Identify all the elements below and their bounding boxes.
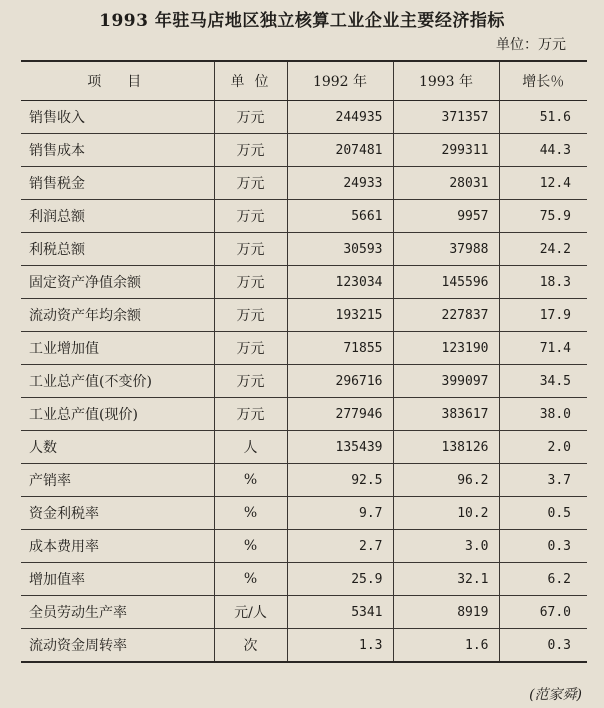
row-value-1992: 244935: [287, 101, 393, 134]
row-growth: 44.3: [499, 134, 587, 167]
row-unit: %: [214, 563, 287, 596]
row-value-1993: 383617: [393, 398, 499, 431]
table-row: [21, 332, 587, 365]
table-row: [21, 497, 587, 530]
row-growth: 51.6: [499, 101, 587, 134]
row-value-1993: 28031: [393, 167, 499, 200]
row-unit: 万元: [214, 101, 287, 134]
row-growth: 0.3: [547, 637, 571, 653]
page-title: 1993 年驻马店地区独立核算工业企业主要经济指标: [99, 11, 505, 31]
row-value-1992: 135439: [287, 431, 393, 464]
row-item-name: 成本费用率: [21, 530, 214, 563]
unit-note: 单位：万元: [496, 37, 566, 53]
header-unit: 单位: [214, 61, 287, 101]
row-item-name: 资金利税率: [21, 497, 214, 530]
table-row: [21, 563, 587, 596]
table-row: [21, 233, 587, 266]
row-unit: 万元: [214, 167, 287, 200]
row-growth: 2.0: [499, 431, 587, 464]
row-value-1993: 9957: [393, 200, 499, 233]
row-value-1992: 92.5: [287, 464, 393, 497]
row-growth: 3.7: [499, 464, 587, 497]
header-1993: 1993 年: [393, 61, 499, 101]
row-growth: 34.5: [499, 365, 587, 398]
row-item-name: 人数: [21, 431, 214, 464]
row-item-name: 销售成本: [21, 134, 214, 167]
row-unit: 万元: [214, 398, 287, 431]
row-growth: 17.9: [499, 299, 587, 332]
row-growth: 71.4: [499, 332, 587, 365]
header-1992: 1992 年: [287, 61, 393, 101]
row-value-1993: 123190: [393, 332, 499, 365]
row-value-1992: 1.3: [287, 629, 393, 663]
row-item-name: 固定资产净值余额: [21, 266, 214, 299]
row-value-1992: 123034: [287, 266, 393, 299]
row-item-name: 产销率: [21, 464, 214, 497]
row-item-name: 流动资金周转率: [21, 629, 214, 663]
row-growth: 24.2: [499, 233, 587, 266]
author-signature: (范家舜): [529, 687, 582, 703]
table-row: [21, 464, 587, 497]
row-item-name: 流动资产年均余额: [21, 299, 214, 332]
table-row: [21, 266, 587, 299]
row-unit: 万元: [214, 233, 287, 266]
table-row: [21, 398, 587, 431]
row-unit: 次: [214, 629, 287, 663]
row-item-name: 工业增加值: [21, 332, 214, 365]
row-value-1992: 71855: [287, 332, 393, 365]
header-growth: 增长％: [499, 61, 587, 101]
table-row: [21, 596, 587, 629]
row-value-1993: 10.2: [393, 497, 499, 530]
row-item-name: 工业总产值(现价): [21, 398, 214, 431]
table-row: [21, 299, 587, 332]
row-unit: 万元: [214, 332, 287, 365]
row-item-name: 利润总额: [21, 200, 214, 233]
row-item-name: 利税总额: [21, 233, 214, 266]
indicator-table: [21, 60, 587, 663]
table-row: [21, 431, 587, 464]
table-row: [21, 365, 587, 398]
table-row: [21, 167, 587, 200]
table-row: [21, 134, 587, 167]
row-unit: 万元: [214, 266, 287, 299]
row-value-1992: 296716: [287, 365, 393, 398]
row-value-1993: 1.6: [393, 629, 499, 663]
row-unit: %: [214, 530, 287, 563]
row-item-name: 工业总产值(不变价): [21, 365, 214, 398]
row-growth: 75.9: [499, 200, 587, 233]
row-unit: %: [214, 464, 287, 497]
row-item-name: 销售税金: [21, 167, 214, 200]
row-value-1992: 207481: [287, 134, 393, 167]
table-row: [21, 530, 587, 563]
row-value-1993: 3.0: [393, 530, 499, 563]
row-value-1993: 299311: [393, 134, 499, 167]
row-value-1993: 138126: [393, 431, 499, 464]
row-value-1993: 8919: [393, 596, 499, 629]
row-value-1992: 30593: [287, 233, 393, 266]
row-unit: 万元: [214, 134, 287, 167]
row-item-name: 增加值率: [21, 563, 214, 596]
row-unit: 人: [214, 431, 287, 464]
row-value-1992: 25.9: [287, 563, 393, 596]
row-value-1992: 5661: [287, 200, 393, 233]
row-growth: 0.5: [499, 497, 587, 530]
row-growth: 12.4: [499, 167, 587, 200]
table-row: [21, 200, 587, 233]
row-item-name: 全员劳动生产率: [21, 596, 214, 629]
row-value-1993: 399097: [393, 365, 499, 398]
row-value-1992: 193215: [287, 299, 393, 332]
row-unit: 万元: [214, 200, 287, 233]
row-value-1993: 96.2: [393, 464, 499, 497]
row-unit: %: [214, 497, 287, 530]
row-growth: 0.3: [499, 530, 587, 563]
row-value-1993: 145596: [393, 266, 499, 299]
row-value-1993: 371357: [393, 101, 499, 134]
row-unit: 元/人: [214, 596, 287, 629]
row-value-1992: 5341: [287, 596, 393, 629]
row-growth: 67.0: [499, 596, 587, 629]
header-item: 项目: [21, 61, 214, 101]
row-value-1992: 2.7: [287, 530, 393, 563]
row-value-1993: 227837: [393, 299, 499, 332]
table-header-row: [21, 61, 587, 101]
table-row: [21, 101, 587, 134]
row-growth: 18.3: [499, 266, 587, 299]
row-value-1993: 32.1: [393, 563, 499, 596]
row-item-name: 销售收入: [21, 101, 214, 134]
row-value-1992: 24933: [287, 167, 393, 200]
row-value-1993: 37988: [393, 233, 499, 266]
row-growth: 6.2: [499, 563, 587, 596]
row-value-1992: 9.7: [287, 497, 393, 530]
row-growth: 38.0: [499, 398, 587, 431]
row-unit: 万元: [214, 365, 287, 398]
table-row: [21, 629, 587, 663]
row-value-1992: 277946: [287, 398, 393, 431]
row-unit: 万元: [214, 299, 287, 332]
